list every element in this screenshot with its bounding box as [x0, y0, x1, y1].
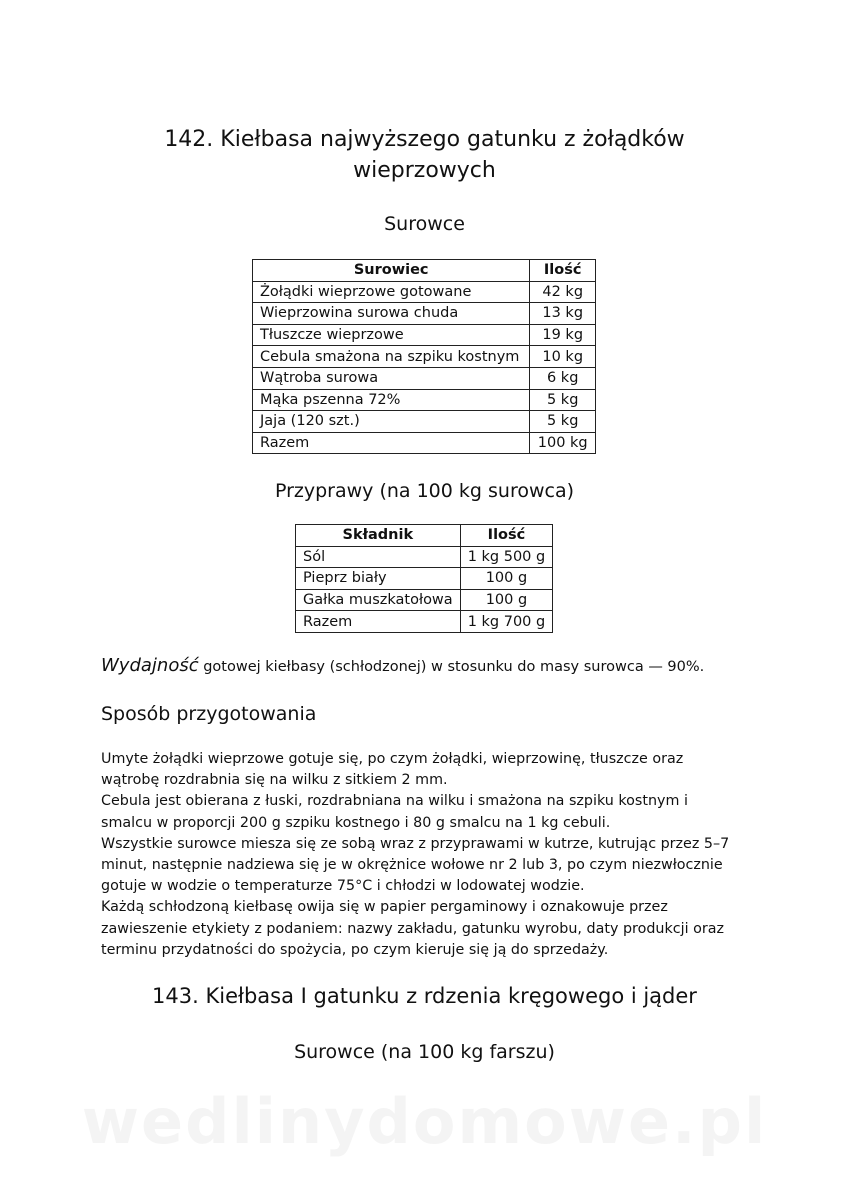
- table-row: [253, 324, 596, 346]
- ingredient-amount: 13 kg: [530, 303, 596, 325]
- method-line: zawieszenie etykiety z podaniem: nazwy zakładu, gatunku wyrobu, daty produkcji oraz: [101, 920, 725, 937]
- ingredient-amount: 6 kg: [530, 367, 596, 389]
- spices-table: [295, 524, 553, 633]
- watermark: wedlinydomowe.pl: [81, 1085, 768, 1158]
- spice-amount: 1 kg 500 g: [460, 546, 553, 568]
- ingredient-amount: 19 kg: [530, 324, 596, 346]
- table-row-total: [253, 432, 596, 454]
- table-row: [296, 546, 553, 568]
- ingredient-name: Cebula smażona na szpiku kostnym: [253, 346, 530, 368]
- ingredient-name: Tłuszcze wieprzowe: [253, 324, 530, 346]
- recipe-143-title: 143. Kiełbasa I gatunku z rdzenia kręgowego i jąder: [152, 984, 697, 1008]
- spice-name: Sól: [296, 546, 461, 568]
- table-row: [253, 389, 596, 411]
- ingredient-name: Razem: [253, 432, 530, 454]
- table-row: [253, 303, 596, 325]
- method-line: Każdą schłodzoną kiełbasę owija się w papier pergaminowy i oznakowuje przez: [101, 899, 668, 916]
- spices-heading: Przyprawy (na 100 kg surowca): [274, 480, 575, 502]
- method-line: Cebula jest obierana z łuski, rozdrabniana na wilku i smażona na szpiku kostnym i: [101, 793, 688, 810]
- recipe-142-title: [100, 124, 749, 186]
- spice-amount: 100 g: [460, 568, 553, 590]
- table-row: [253, 281, 596, 303]
- ingredient-amount: 42 kg: [530, 281, 596, 303]
- method-line: smalcu w proporcji 200 g szpiku kostnego i 80 g smalcu na 1 kg cebuli.: [101, 814, 611, 831]
- recipe-142-title-line1: 142. Kiełbasa najwyższego gatunku z żołądków: [164, 127, 685, 152]
- method-line: Umyte żołądki wieprzowe gotuje się, po czym żołądki, wieprzowinę, tłuszcze oraz: [101, 751, 684, 767]
- ingredient-amount: 5 kg: [530, 411, 596, 433]
- recipe-142-title-line2: wieprzowych: [353, 158, 496, 183]
- spice-name: Gałka muszkatołowa: [296, 589, 461, 611]
- table-header-row: [253, 260, 596, 282]
- table-row-total: [296, 611, 553, 633]
- ingredient-name: Wątroba surowa: [253, 367, 530, 389]
- yield-statement: [101, 655, 704, 676]
- table-row: [253, 346, 596, 368]
- spice-name: Pieprz biały: [296, 568, 461, 590]
- recipe-143-ingredients-heading: Surowce (na 100 kg farszu): [294, 1041, 555, 1063]
- ingredient-name: Mąka pszenna 72%: [253, 389, 530, 411]
- table-row: [253, 411, 596, 433]
- yield-text: gotowej kiełbasy (schłodzonej) w stosunku do masy surowca — 90%.: [198, 659, 705, 675]
- ingredient-amount: 5 kg: [530, 389, 596, 411]
- column-header-ilosc: Ilość: [460, 525, 553, 547]
- method-line: wątrobę rozdrabnia się na wilku z sitkiem 2 mm.: [101, 772, 448, 789]
- ingredients-table: [252, 259, 596, 454]
- ingredients-heading: Surowce: [384, 213, 465, 235]
- yield-lead: Wydajność: [101, 655, 199, 676]
- method-line: terminu przydatności do spożycia, po czym kieruje się ją do sprzedaży.: [101, 941, 609, 958]
- column-header-surowiec: Surowiec: [253, 260, 530, 282]
- method-line: gotuje w wodzie o temperaturze 75°C i chłodzi w lodowatej wodzie.: [101, 878, 585, 895]
- ingredient-amount: 10 kg: [530, 346, 596, 368]
- column-header-skladnik: Składnik: [296, 525, 461, 547]
- column-header-ilosc: Ilość: [530, 260, 596, 282]
- spice-name: Razem: [296, 611, 461, 633]
- table-row: [296, 589, 553, 611]
- table-row: [253, 367, 596, 389]
- table-row: [296, 568, 553, 590]
- table-header-row: [296, 525, 553, 547]
- ingredient-name: Żołądki wieprzowe gotowane: [253, 281, 530, 303]
- method-text: [101, 749, 761, 961]
- ingredient-name: Jaja (120 szt.): [253, 411, 530, 433]
- ingredient-name: Wieprzowina surowa chuda: [253, 303, 530, 325]
- spice-amount: 100 g: [460, 589, 553, 611]
- method-line: minut, następnie nadziewa się je w okrężnice wołowe nr 2 lub 3, po czym niezwłocznie: [101, 857, 723, 874]
- method-heading: Sposób przygotowania: [101, 703, 317, 725]
- method-line: Wszystkie surowce miesza się ze sobą wraz z przyprawami w kutrze, kutrując przez 5–7: [101, 835, 730, 852]
- spice-amount: 1 kg 700 g: [460, 611, 553, 633]
- ingredient-amount: 100 kg: [530, 432, 596, 454]
